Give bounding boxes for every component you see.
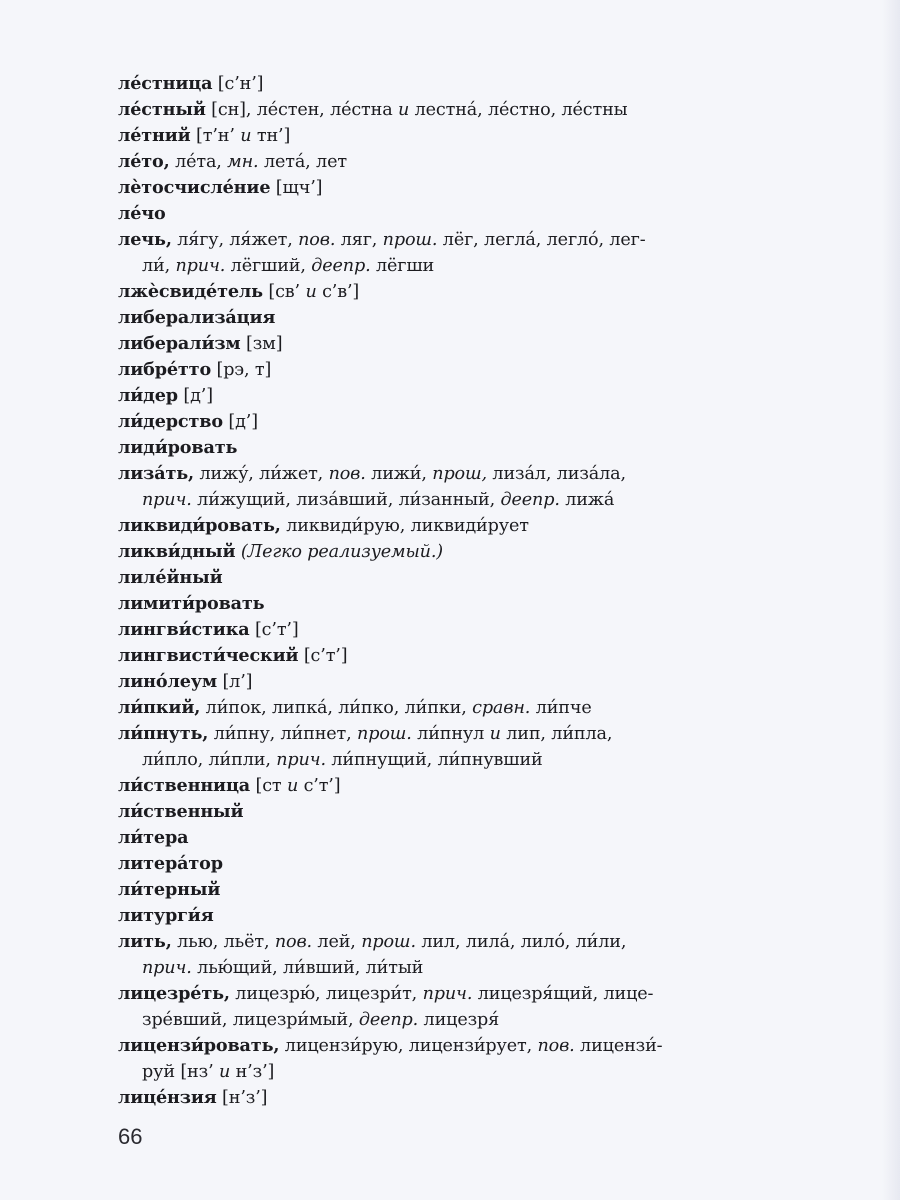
word-form: [ст [250,776,287,796]
word-form: ликвиди́рую, ликвиди́рует [280,516,529,536]
grammar-label: деепр. [311,256,371,276]
word-form: [л’] [217,672,253,692]
word-form: руй [нз’ [142,1062,219,1082]
grammar-label: (Легко реализуемый.) [235,542,443,562]
dictionary-entry-line [118,851,878,877]
word-form: лей, [311,932,362,952]
dictionary-entry-line [118,149,878,175]
dictionary-entry-line [118,305,878,331]
headword: лингви́стика [118,619,250,640]
headword: лицезре́ть, [118,983,230,1004]
headword: лицензи́ровать, [118,1035,280,1056]
word-form: ляг, [335,230,383,250]
headword: лечь, [118,229,172,250]
dictionary-entry-line [118,357,878,383]
word-form: лицензи́рую, лицензи́рует, [279,1036,538,1056]
dictionary-entry-line [118,175,878,201]
headword: ле́тний [118,125,191,146]
entry-continuation-line [118,747,878,773]
headword: ли́ственный [118,801,244,822]
word-form: лестна́, ле́стно, ле́стны [409,100,628,120]
grammar-label: прич. [276,750,326,770]
grammar-label: прош, [432,464,487,484]
dictionary-entry-line [118,695,878,721]
headword: литурги́я [118,905,214,926]
word-form: лью́щий, ли́вший, ли́тый [191,958,424,978]
word-form: [с’т’] [249,620,299,640]
dictionary-entry-line [118,461,878,487]
word-form: ли́жущий, лиза́вший, ли́занный, [191,490,501,510]
grammar-label: и [489,724,501,744]
headword: ле́стный [118,99,206,120]
word-form: лицезрю́, лицезри́т, [229,984,423,1004]
dictionary-entry-line [118,643,878,669]
headword: ли́пнуть, [118,723,209,744]
word-form: лью, льёт, [171,932,275,952]
dictionary-entry-line [118,669,878,695]
dictionary-entry-line [118,227,878,253]
headword: лимити́ровать [118,593,265,614]
headword: лингвисти́ческий [118,645,299,666]
word-form: [д’] [177,386,213,406]
word-form: лиза́л, лиза́ла, [486,464,626,484]
dictionary-entry-line [118,513,878,539]
grammar-label: пов. [537,1036,575,1056]
dictionary-entry-line [118,617,878,643]
entry-continuation-line [118,253,878,279]
dictionary-entry-line [118,435,878,461]
headword: ли́тера [118,827,189,848]
dictionary-entries [118,71,878,1111]
headword: ли́дерство [118,411,223,432]
headword: ликвиди́ровать, [118,515,281,536]
headword: ле́то, [118,151,170,172]
dictionary-entry-line [118,1085,878,1111]
grammar-label: и [286,776,299,796]
word-form: [т’н’ [190,126,241,146]
word-form: лета́, лет [258,152,347,172]
headword: лице́нзия [118,1087,217,1108]
word-form: ли́пнущий, ли́пнувший [325,750,543,770]
entry-continuation-line [118,487,878,513]
headword: ли́пкий, [118,697,201,718]
headword: лиле́йный [118,567,223,588]
dictionary-entry-line [118,409,878,435]
dictionary-entry-line [118,331,878,357]
grammar-label: пов. [274,932,312,952]
word-form: лёгший, [225,256,312,276]
grammar-label: прош. [361,932,416,952]
word-form: лил, лила́, лило́, ли́ли, [415,932,627,952]
entry-continuation-line [118,955,878,981]
word-form: [св’ [262,282,306,302]
word-form: лёгши [370,256,435,276]
word-form: [н’з’] [216,1088,268,1108]
word-form: [с’т’] [298,646,348,666]
headword: либре́тто [118,359,212,380]
headword: ле́чо [118,203,166,224]
dictionary-entry-line [118,929,878,955]
word-form: [д’] [222,412,258,432]
dictionary-entry-line [118,877,878,903]
word-form: лижа́ [559,490,615,510]
headword: либерализа́ция [118,307,276,328]
dictionary-entry-line [118,71,878,97]
word-form: лицезря́щий, лице- [472,984,654,1004]
headword: ле́стница [118,73,213,94]
word-form: ли́пок, липка́, ли́пко, ли́пки, [200,698,473,718]
grammar-label: прош. [382,230,438,250]
dictionary-entry-line [118,201,878,227]
word-form: [рэ, т] [211,360,272,380]
grammar-label: и [218,1062,231,1082]
word-form: лёг, легла́, легло́, лег- [437,230,646,250]
headword: лжѐсвиде́тель [118,281,263,302]
grammar-label: деепр. [500,490,560,510]
word-form: ли́пче [530,698,592,718]
grammar-label: прич. [175,256,226,276]
grammar-label: прич. [422,984,473,1004]
dictionary-entry-line [118,539,878,565]
headword: лить, [118,931,172,952]
word-form: ле́та, [169,152,228,172]
dictionary-entry-line [118,825,878,851]
word-form: зре́вший, лицезри́мый, [142,1010,359,1030]
headword: лиза́ть, [118,463,195,484]
headword: лѐтосчисле́ние [118,177,271,198]
grammar-label: пов. [298,230,336,250]
dictionary-entry-line [118,123,878,149]
grammar-label: деепр. [358,1010,419,1030]
word-form: с’т’] [298,776,341,796]
headword: ли́терный [118,879,221,900]
dictionary-entry-line [118,1033,878,1059]
word-form: лицензи́- [574,1036,663,1056]
word-form: лижи́, [365,464,433,484]
grammar-label: и [240,126,252,146]
dictionary-entry-line [118,903,878,929]
word-form: с’в’] [316,282,360,302]
entry-continuation-line [118,1007,878,1033]
headword: ли́ственница [118,775,251,796]
grammar-label: и [398,100,410,120]
headword: лиди́ровать [118,437,238,458]
word-form: [зм] [240,334,283,354]
headword: либерали́зм [118,333,241,354]
dictionary-entry-line [118,773,878,799]
word-form: ли́пнул [411,724,490,744]
dictionary-entry-line [118,97,878,123]
dictionary-entry-line [118,383,878,409]
headword: ликви́дный [118,541,236,562]
grammar-label: мн. [227,152,259,172]
word-form: тн’] [251,126,291,146]
grammar-label: сравн. [472,698,531,718]
grammar-label: прош. [357,724,412,744]
page-number: 66 [118,1124,143,1149]
word-form: [с’н’] [212,74,264,94]
page-edge-shadow [882,0,900,1200]
grammar-label: прич. [142,490,192,510]
grammar-label: и [305,282,317,302]
entry-continuation-line [118,1059,878,1085]
headword: ли́дер [118,385,178,406]
dictionary-entry-line [118,565,878,591]
dictionary-entry-line [118,279,878,305]
grammar-label: пов. [328,464,366,484]
word-form: [щч’] [270,178,323,198]
headword: лино́леум [118,671,218,692]
word-form: [сн], ле́стен, ле́стна [205,100,399,120]
word-form: лижу́, ли́жет, [194,464,329,484]
word-form: лицезря́ [418,1010,500,1030]
dictionary-entry-line [118,721,878,747]
word-form: лип, ли́пла, [500,724,613,744]
dictionary-entry-line [118,799,878,825]
word-form: н’з’] [230,1062,275,1082]
word-form: ли́пло, ли́пли, [142,750,277,770]
dictionary-entry-line [118,591,878,617]
word-form: ли́, [142,256,176,276]
grammar-label: прич. [142,958,192,978]
word-form: ли́пну, ли́пнет, [208,724,358,744]
word-form: ля́гу, ля́жет, [171,230,299,250]
dictionary-entry-line [118,981,878,1007]
headword: литера́тор [118,853,223,874]
